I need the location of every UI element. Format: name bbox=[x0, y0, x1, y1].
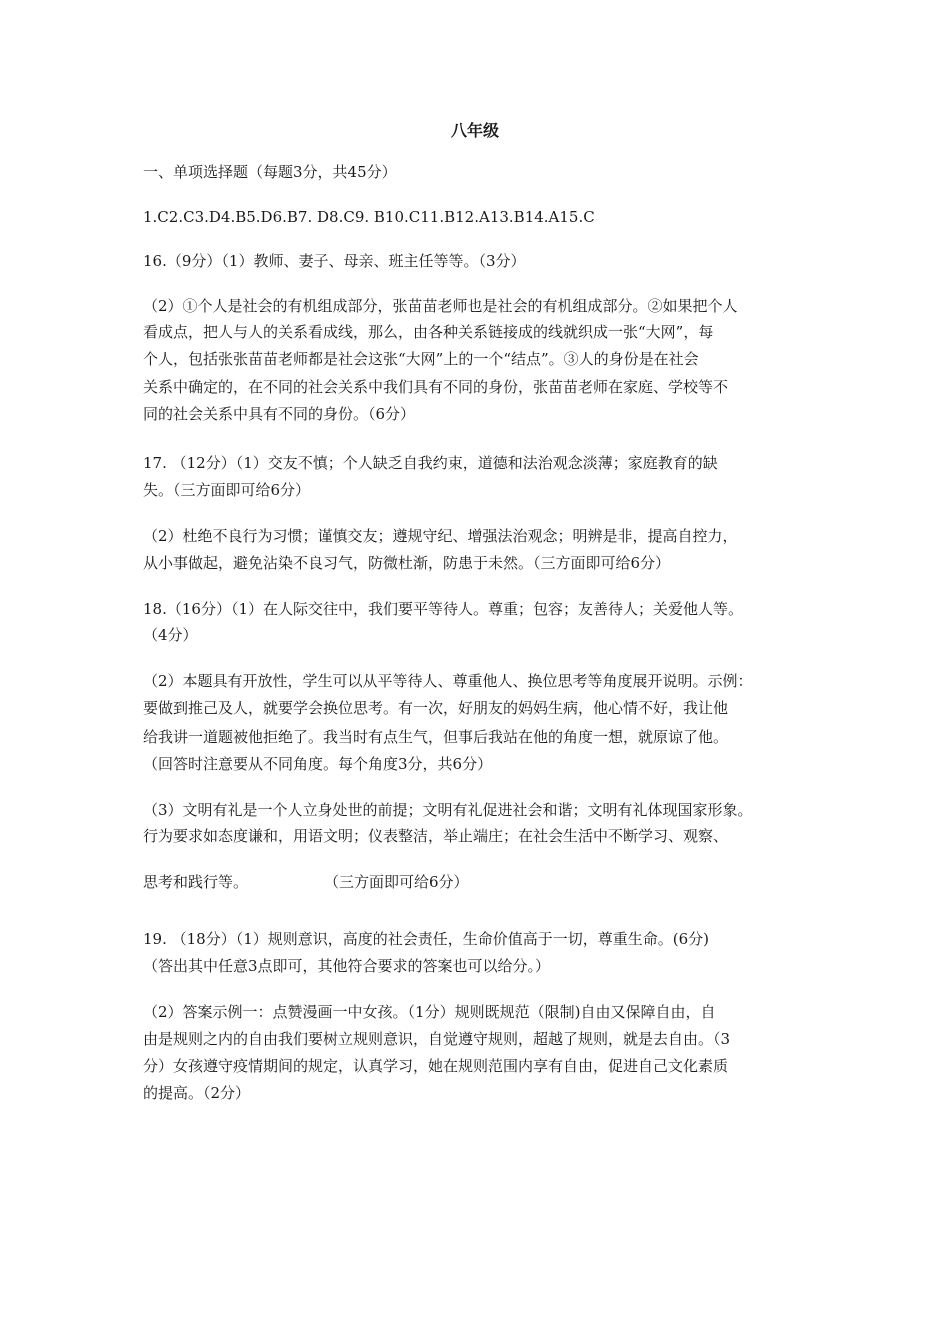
q16-part2-line: （2）①个人是社会的有机组成部分，张苗苗老师也是社会的有机组成部分。②如果把个人 bbox=[143, 297, 738, 315]
q18-part1-line: （4分） bbox=[143, 626, 198, 644]
q18-part3-score: （三方面即可给6分） bbox=[324, 873, 469, 891]
q18-part3-last-line bbox=[143, 872, 843, 892]
q19-part2-line: 由是规则之内的自由我们要树立规则意识，自觉遵守规则，超越了规则，就是去自由。（3 bbox=[143, 1030, 731, 1048]
q17-part2-line: （2）杜绝不良行为习惯；谨慎交友；遵规守纪、增强法治观念；明辨是非，提高自控力， bbox=[143, 527, 738, 545]
q18-part2-line: （2）本题具有开放性，学生可以从平等待人、尊重他人、换位思考等角度展开说明。示例： bbox=[143, 672, 753, 690]
q17-part1-line: 17. （12分）（1）交友不慎；个人缺乏自我约束，道德和法治观念淡薄；家庭教育的缺 bbox=[143, 454, 718, 472]
choice-answers: 1.C2.C3.D4.B5.D6.B7. D8.C9. B10.C11.B12.A13.B14.A15.C bbox=[143, 208, 595, 226]
q19-part2-line: 分）女孩遵守疫情期间的规定，认真学习，她在规则范围内享有自由，促进自己文化素质 bbox=[143, 1057, 729, 1075]
q16-part2-line: 关系中确定的，在不同的社会关系中我们具有不同的身份，张苗苗老师在家庭、学校等不 bbox=[143, 378, 729, 396]
q16-part1: 16.（9分）（1）教师、妻子、母亲、班主任等等。（3分） bbox=[143, 252, 526, 270]
q16-part2-line: 看成点，把人与人的关系看成线，那么，由各种关系链接成的线就织成一张“大网”，每 bbox=[143, 323, 714, 341]
q18-part1-line: 18.（16分）（1）在人际交往中，我们要平等待人。尊重；包容；友善待人；关爱他人等。 bbox=[143, 600, 743, 618]
q18-part3-last-text: 思考和践行等。 bbox=[143, 873, 249, 891]
q18-part2-line: 给我讲一道题被他拒绝了。我当时有点生气，但事后我站在他的角度一想，就原谅了他。 bbox=[143, 728, 729, 746]
q16-part2-line: 同的社会关系中具有不同的身份。（6分） bbox=[143, 405, 416, 423]
q19-part2-line: 的提高。（2分） bbox=[143, 1084, 251, 1102]
q19-part1-line: （答出其中任意3点即可，其他符合要求的答案也可以给分。） bbox=[143, 957, 551, 975]
q18-part2-line: 要做到推己及人，就要学会换位思考。有一次，好朋友的妈妈生病，他心情不好，我让他 bbox=[143, 699, 729, 717]
q18-part3-line: 行为要求如态度谦和，用语文明；仪表整洁，举止端庄；在社会生活中不断学习、观察、 bbox=[143, 827, 729, 845]
q18-part3-line: （3）文明有礼是一个人立身处世的前提；文明有礼促进社会和谐；文明有礼体现国家形象。 bbox=[143, 801, 753, 819]
q18-part2-line: （回答时注意要从不同角度。每个角度3分，共6分） bbox=[143, 755, 493, 773]
q17-part2-line: 从小事做起，避免沾染不良习气，防微杜渐，防患于未然。（三方面即可给6分） bbox=[143, 554, 671, 572]
q19-part1-line: 19. （18分）（1）规则意识，高度的社会责任，生命价值高于一切，尊重生命。(6分) bbox=[143, 930, 710, 948]
q17-part1-line: 失。（三方面即可给6分） bbox=[143, 481, 311, 499]
section-heading: 一、单项选择题（每题3分，共45分） bbox=[143, 163, 397, 181]
q16-part2-line: 个人，包括张张苗苗老师都是社会这张“大网”上的一个“结点”。③人的身份是在社会 bbox=[143, 350, 699, 368]
page-title: 八年级 bbox=[450, 121, 499, 140]
q19-part2-line: （2）答案示例一：点赞漫画一中女孩。（1分）规则既规范（限制)自由又保障自由，自 bbox=[143, 1003, 716, 1021]
